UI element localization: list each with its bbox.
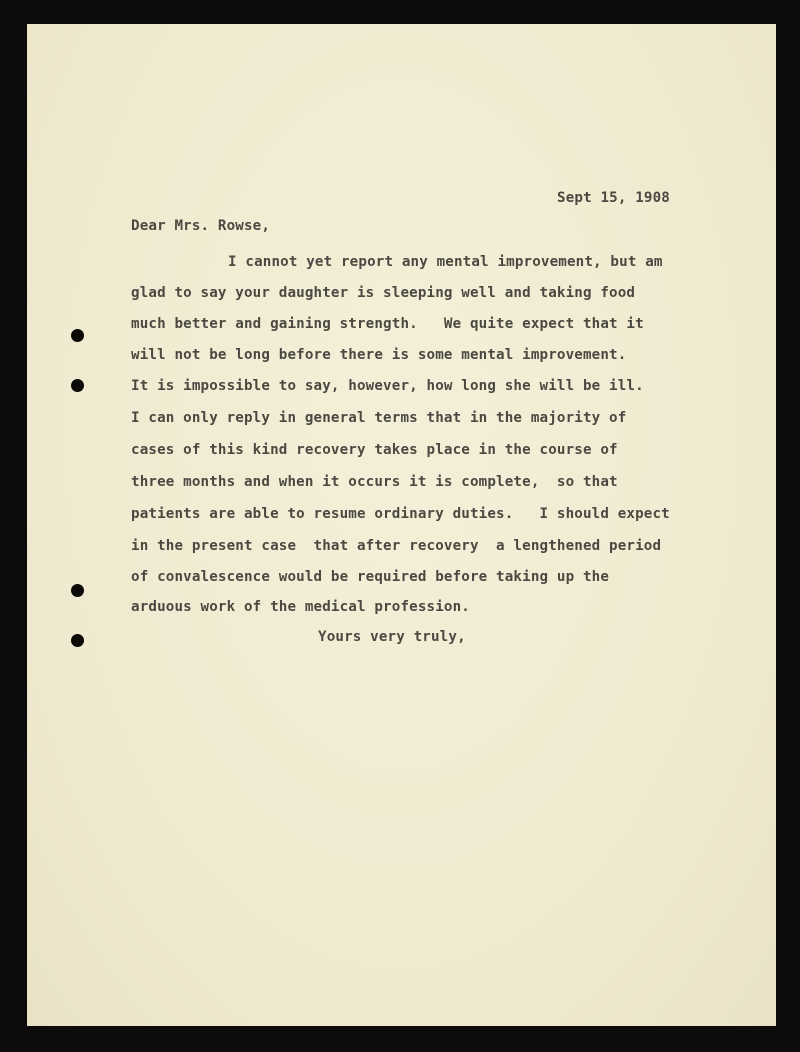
body-line: in the present case that after recovery a lengthened period <box>131 538 662 554</box>
salutation: Dear Mrs. Rowse, <box>131 218 271 234</box>
body-line: much better and gaining strength. We quite expect that it <box>131 316 644 332</box>
body-line: cases of this kind recovery takes place in the course of <box>131 442 618 458</box>
punch-hole <box>71 634 84 647</box>
punch-hole <box>71 379 84 392</box>
body-line: patients are able to resume ordinary duties. I should expect <box>131 506 670 522</box>
body-line: of convalescence would be required before taking up the <box>131 569 610 585</box>
body-line: I can only reply in general terms that in the majority of <box>131 410 627 426</box>
body-line: three months and when it occurs it is complete, so that <box>131 474 618 490</box>
letter-date: Sept 15, 1908 <box>557 190 670 206</box>
closing: Yours very truly, <box>318 629 466 645</box>
letter-page <box>27 24 776 1026</box>
body-line: glad to say your daughter is sleeping well and taking food <box>131 285 636 301</box>
body-line: I cannot yet report any mental improvement, but am <box>228 254 663 270</box>
punch-hole <box>71 584 84 597</box>
body-line: arduous work of the medical profession. <box>131 599 470 615</box>
punch-hole <box>71 329 84 342</box>
body-line: will not be long before there is some mental improvement. <box>131 347 627 363</box>
body-line: It is impossible to say, however, how long she will be ill. <box>131 378 644 394</box>
